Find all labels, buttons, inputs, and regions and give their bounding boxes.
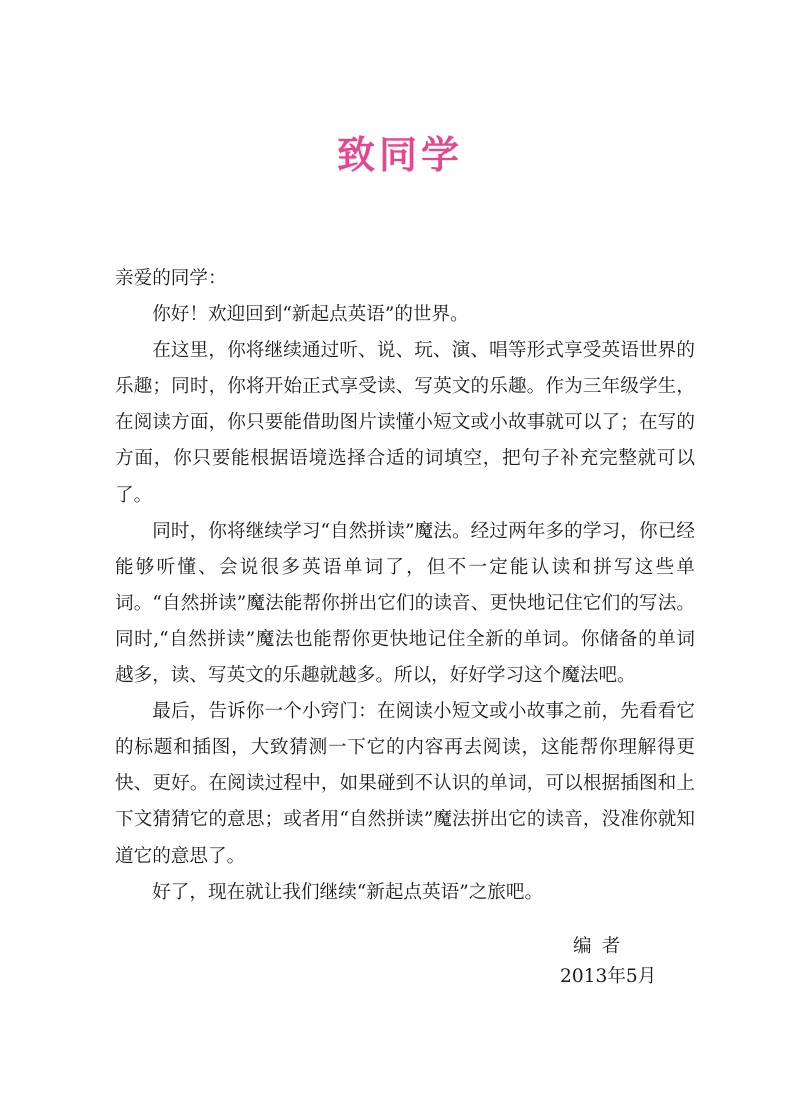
signature-author: 编者 (573, 936, 631, 957)
paragraph-greeting: 你好！欢迎回到“新起点英语”的世界。 (152, 304, 469, 326)
salutation: 亲爱的同学： (115, 268, 227, 289)
signature-date: 2013年5月 (560, 966, 657, 987)
paragraph-intro: 在这里，你将继续通过听、说、玩、演、唱等形式享受英语世界的乐趣；同时，你将开始正式享受读、写英文的乐趣。作为三年级学生，在阅读方面，你只要能借助图片读懂小短文或小故事就可以了；在写的方面，你只要能根据语境选择合适的词填空，把句子补充完整就可以了。 (115, 340, 695, 506)
page-title: 致同学 (336, 132, 463, 178)
letter-body (115, 261, 695, 911)
paragraph-phonics: 同时，你将继续学习“自然拼读”魔法。经过两年多的学习，你已经能够听懂、会说很多英语单词了，但不一定能认读和拼写这些单词。“自然拼读”魔法能帮你拼出它们的读音、更快地记住它们的写法。同时,“自然拼读”魔法也能帮你更快地记住全新的单词。你储备的单词越多，读、写英文的乐趣就越多。所以，好好学习这个魔法吧。 (115, 520, 695, 687)
paragraph-tips: 最后，告诉你一个小窍门：在阅读小短文或小故事之前，先看看它的标题和插图，大致猜测一下它的内容再去阅读，这能帮你理解得更快、更好。在阅读过程中，如果碰到不认识的单词，可以根据插图和上下文猜猜它的意思；或者用“自然拼读”魔法拼出它的读音，没准你就知道它的意思了。 (115, 701, 695, 867)
paragraph-closing: 好了，现在就让我们继续“新起点英语”之旅吧。 (152, 881, 544, 903)
